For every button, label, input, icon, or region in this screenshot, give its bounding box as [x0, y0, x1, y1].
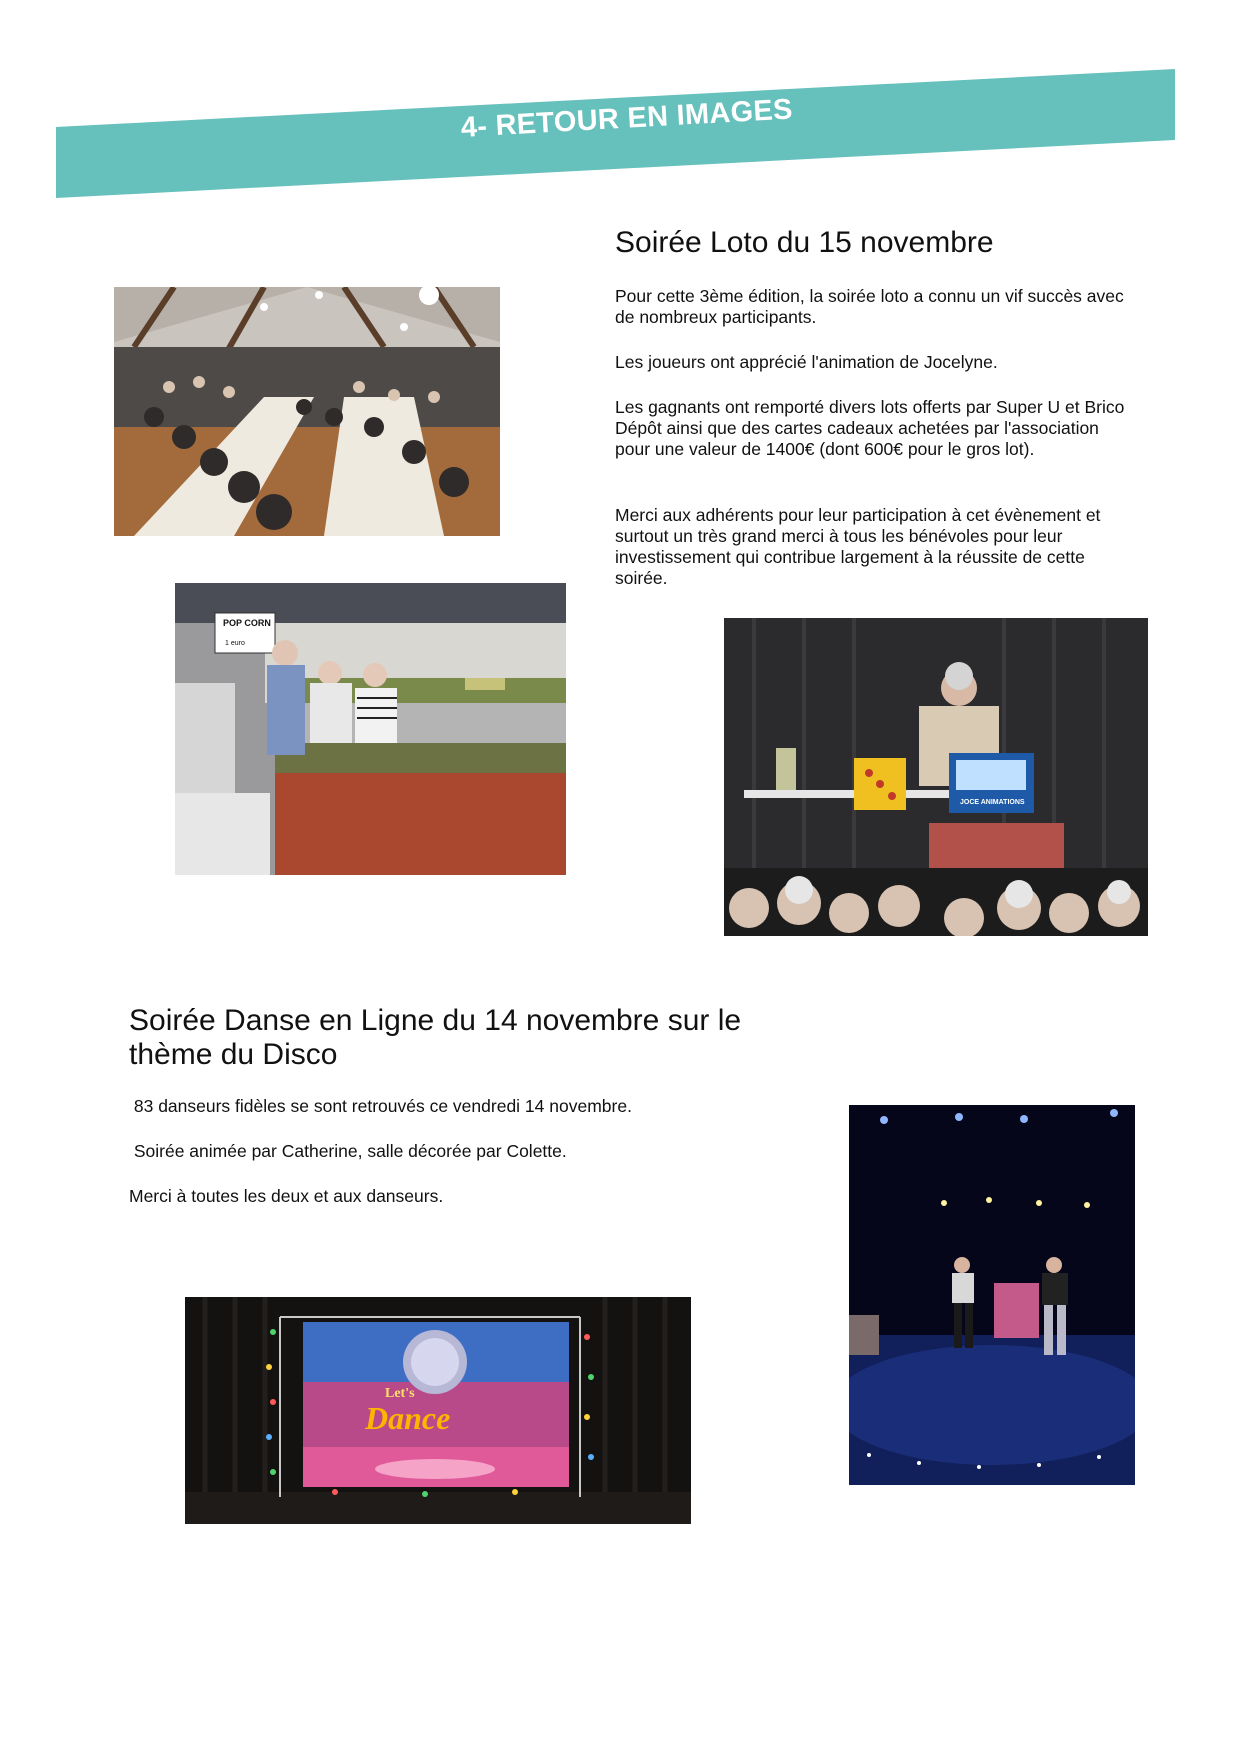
animator-stage-image [724, 618, 1148, 936]
loto-paragraph-3: Les gagnants ont remporté divers lots offerts par Super U et Brico Dépôt ainsi que des cartes cadeaux achetées par l'association pour une valeur de 1400€ (dont 600€ pour le gros lot). [615, 397, 1125, 459]
danse-paragraph-2: Soirée animée par Catherine, salle décorée par Colette. [129, 1141, 567, 1161]
photo-dance-backdrop [185, 1297, 691, 1524]
loto-hall-image [114, 287, 500, 536]
dance-backdrop-image [185, 1297, 691, 1524]
backdrop-text-small: Let's [385, 1386, 415, 1401]
animator-banner-text: JOCE ANIMATIONS [960, 799, 1025, 806]
loto-heading: Soirée Loto du 15 novembre [615, 226, 994, 259]
photo-loto-hall [114, 287, 500, 536]
popcorn-sign-price: 1 euro [225, 640, 245, 647]
photo-animator-stage [724, 618, 1148, 936]
danse-paragraph-1: 83 danseurs fidèles se sont retrouvés ce vendredi 14 novembre. [129, 1096, 632, 1116]
backdrop-text-large: Dance [365, 1400, 451, 1436]
popcorn-stand-image [175, 583, 566, 875]
loto-paragraph-2: Les joueurs ont apprécié l'animation de Jocelyne. [615, 352, 998, 372]
section-title: 4- RETOUR EN IMAGES [460, 93, 794, 144]
photo-popcorn-stand [175, 583, 566, 875]
danse-paragraph-3: Merci à toutes les deux et aux danseurs. [129, 1186, 444, 1206]
loto-paragraph-1: Pour cette 3ème édition, la soirée loto a connu un vif succès avec de nombreux participants. [615, 286, 1124, 327]
loto-paragraph-4: Merci aux adhérents pour leur participation à cet évènement et surtout un très grand merci à tous les bénévoles pour leur investissement qui contribue largement à la réussite de cette soirée. [615, 505, 1101, 588]
photo-dancers-stage [849, 1105, 1135, 1485]
section-banner [0, 0, 1241, 220]
popcorn-sign-text: POP CORN [223, 618, 271, 628]
dancers-stage-image [849, 1105, 1135, 1485]
danse-heading: Soirée Danse en Ligne du 14 novembre sur le thème du Disco [129, 1004, 742, 1071]
